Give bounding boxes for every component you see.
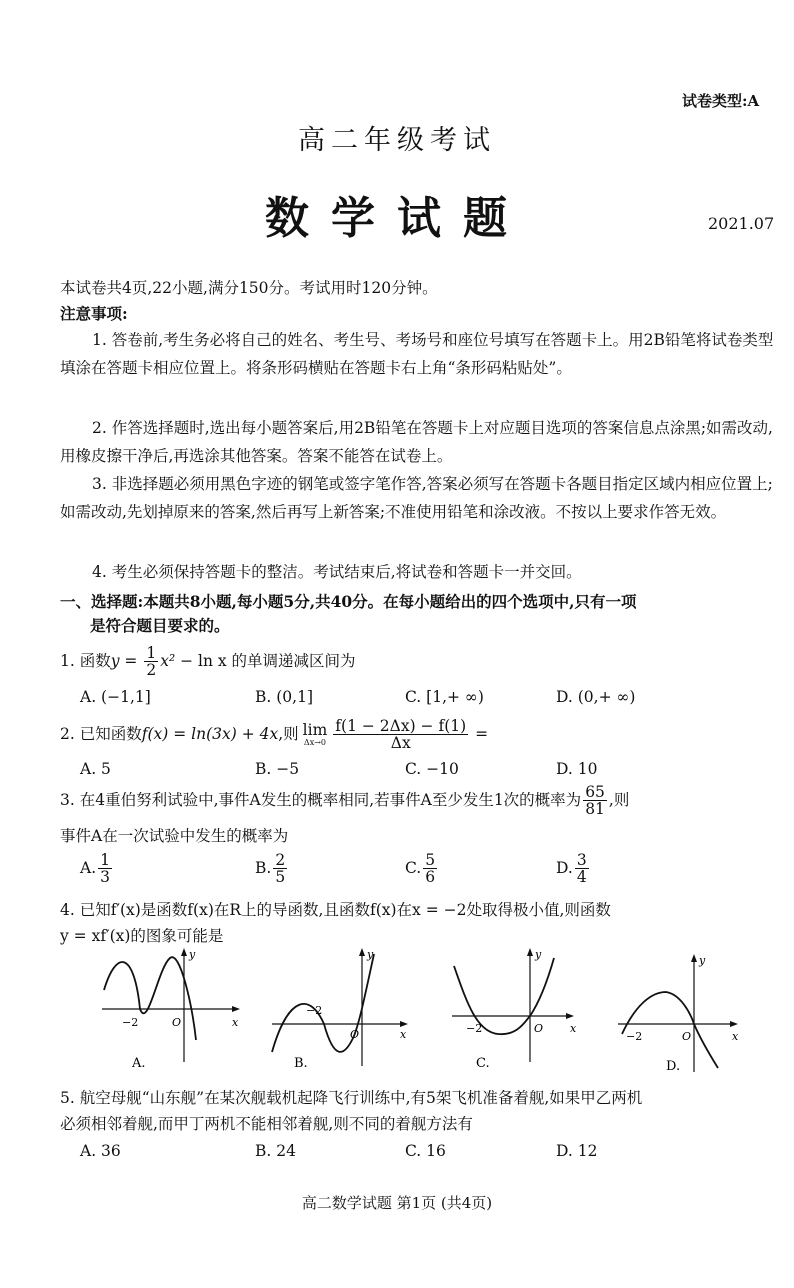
exam-title: 高二年级考试 [298, 125, 496, 156]
graph-c [446, 940, 596, 1072]
q1-option-c: C. [1,+ ∞) [405, 688, 484, 706]
svg-text:B.: B. [294, 1056, 308, 1071]
q2-option-d: D. 10 [556, 760, 598, 778]
svg-text:C.: C. [476, 1056, 490, 1071]
page-footer: 高二数学试题 第1页 (共4页) [301, 1194, 493, 1212]
notes-heading: 注意事项: [60, 304, 128, 323]
note-1: 1. 答卷前,考生务必将自己的姓名、考生号、考场号和座位号填写在答题卡上。用2B铅笔将试卷类型填涂在答题卡相应位置上。将条形码横贴在答题卡右上角“条形码粘贴处”。 [60, 331, 774, 377]
svg-text:−2: −2 [306, 1004, 323, 1017]
q3-option-d: D. $\frac{3}{4}$ [556, 851, 587, 887]
svg-text:y: y [367, 948, 374, 961]
svg-text:D.: D. [666, 1059, 681, 1074]
question-4-cont: y = xf′(x)的图象可能是 [60, 927, 224, 945]
exam-summary: 本试卷共4页,22小题,满分150分。考试用时120分钟。 [60, 279, 438, 297]
svg-text:−2: −2 [122, 1016, 139, 1029]
question-5: 5. 航空母舰“山东舰”在某次舰载机起降飞行训练中,有5架飞机准备着舰,如果甲乙两机 [60, 1089, 643, 1107]
svg-text:y: y [189, 948, 196, 961]
question-5-cont: 必须相邻着舰,而甲丁两机不能相邻着舰,则不同的着舰方法有 [60, 1115, 473, 1133]
question-2: 2. 已知函数f(x) = ln(3x) + 4x,则 lim Δx→0 $\frac{f(1 - 2\Delta x) - f(1)}{\Delta x}$ = [60, 717, 489, 753]
exam-date: 2021.07 [708, 214, 775, 233]
svg-text:x: x [400, 1028, 407, 1041]
q3-option-a: A. $\frac{1}{3}$ [80, 851, 110, 887]
svg-text:x: x [570, 1022, 577, 1035]
question-1: 1. 函数y = $\frac{1}{2}$ x² − ln x 的单调递减区间为 [60, 644, 356, 680]
q1-option-d: D. (0,+ ∞) [556, 688, 636, 706]
note-4: 4. 考生必须保持答题卡的整洁。考试结束后,将试卷和答题卡一并交回。 [92, 563, 582, 581]
q5-option-d: D. 12 [556, 1142, 598, 1160]
q2-option-b: B. −5 [255, 760, 300, 778]
svg-text:y: y [535, 948, 542, 961]
section1-title: 一、选择题:本题共8小题,每小题5分,共40分。在每小题给出的四个选项中,只有一项 [60, 592, 637, 611]
svg-text:y: y [699, 954, 706, 967]
svg-text:O: O [350, 1028, 360, 1041]
svg-text:O: O [682, 1030, 692, 1043]
q5-option-c: C. 16 [405, 1142, 446, 1160]
q1-option-b: B. (0,1] [255, 688, 313, 706]
svg-text:−2: −2 [466, 1022, 483, 1035]
q2-option-c: C. −10 [405, 760, 459, 778]
question-3: 3. 在4重伯努利试验中,事件A发生的概率相同,若事件A至少发生1次的概率为 $\frac{65}{81}$ ,则 [60, 783, 630, 819]
q3-option-b: B. $\frac{2}{5}$ [255, 851, 286, 887]
svg-text:O: O [172, 1016, 182, 1029]
note-2: 2. 作答选择题时,选出每小题答案后,用2B铅笔在答题卡上对应题目选项的答案信息点涂黑;如需改动,用橡皮擦干净后,再选涂其他答案。答案不能答在试卷上。 [60, 419, 773, 465]
q1-option-a: A. (−1,1] [80, 688, 151, 706]
graph-a [96, 940, 246, 1072]
graph-d [614, 946, 754, 1078]
svg-text:A.: A. [132, 1056, 146, 1071]
q5-option-b: B. 24 [255, 1142, 296, 1160]
q2-option-a: A. 5 [80, 760, 111, 778]
subject-title: 数学试题 [265, 193, 529, 244]
svg-text:x: x [232, 1016, 239, 1029]
question-4: 4. 已知f′(x)是函数f(x)在R上的导函数,且函数f(x)在x = −2处取得极小值,则函数 [60, 901, 611, 919]
note-3: 3. 非选择题必须用黑色字迹的钢笔或签字笔作答,答案必须写在答题卡各题目指定区域内相应位置上;如需改动,先划掉原来的答案,然后再写上新答案;不准使用铅笔和涂改液。不按以上要求作答无效。 [60, 475, 773, 521]
graph-b [266, 940, 416, 1072]
paper-type-label: 试卷类型:A [682, 92, 760, 110]
question-3-cont: 事件A在一次试验中发生的概率为 [60, 827, 289, 845]
svg-text:O: O [534, 1022, 544, 1035]
svg-text:−2: −2 [626, 1030, 643, 1043]
section1-title-cont: 是符合题目要求的。 [90, 616, 230, 635]
svg-text:x: x [732, 1030, 739, 1043]
q5-option-a: A. 36 [80, 1142, 121, 1160]
q3-option-c: C. $\frac{5}{6}$ [405, 851, 436, 887]
